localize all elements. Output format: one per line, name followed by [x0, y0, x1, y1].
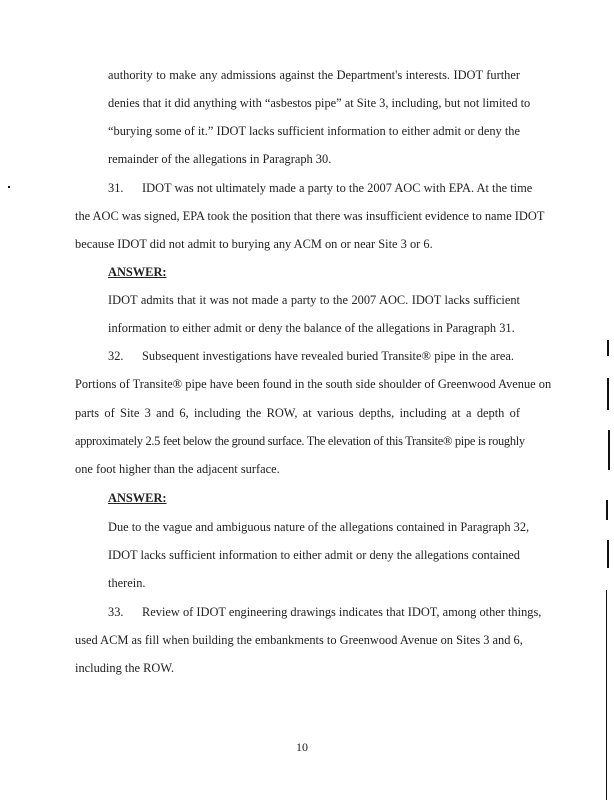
text-line: Review of IDOT engineering drawings indicates that IDOT, among other things,: [142, 605, 542, 619]
paragraph-33-first-line: [108, 605, 542, 619]
scan-artifact: [607, 540, 609, 568]
paragraph-32-first-line: [108, 349, 520, 363]
paragraph-number: 33.: [108, 605, 124, 619]
text-line: IDOT lacks sufficient information to either admit or deny the allegations contained: [108, 548, 520, 562]
text-line: parts of Site 3 and 6, including the ROW, at various depths, including at a depth of: [75, 406, 520, 420]
text-line: IDOT admits that it was not made a party to the 2007 AOC. IDOT lacks sufficient: [108, 293, 520, 307]
text-line: “burying some of it.” IDOT lacks sufficient information to either admit or deny the: [108, 124, 520, 138]
text-line: information to either admit or deny the balance of the allegations in Paragraph 31.: [108, 321, 515, 335]
text-line: including the ROW.: [75, 661, 175, 675]
answer-heading: ANSWER:: [108, 491, 167, 505]
text-line: Portions of Transite® pipe have been found in the south side shoulder of Greenwood Avenue on: [75, 377, 552, 391]
page-number: 10: [296, 740, 308, 754]
text-line: approximately 2.5 feet below the ground surface. The elevation of this Transite® pipe is roughly: [75, 434, 525, 448]
text-line: because IDOT did not admit to burying any ACM on or near Site 3 or 6.: [75, 237, 433, 251]
text-line: Subsequent investigations have revealed buried Transite® pipe in the area.: [142, 349, 514, 363]
scan-artifact: [606, 500, 608, 520]
scan-artifact: [606, 590, 607, 800]
text-line: therein.: [108, 576, 146, 590]
scan-artifact: [607, 378, 609, 410]
text-line: remainder of the allegations in Paragraph 30.: [108, 152, 332, 166]
scan-artifact: [608, 430, 610, 470]
text-line: the AOC was signed, EPA took the position that there was insufficient evidence to name IDOT: [75, 209, 545, 223]
paragraph-number: 32.: [108, 349, 124, 363]
scan-artifact: [8, 186, 10, 188]
text-line: IDOT was not ultimately made a party to the 2007 AOC with EPA. At the time: [142, 181, 533, 195]
paragraph-number: 31.: [108, 181, 124, 195]
answer-heading: ANSWER:: [108, 265, 167, 279]
paragraph-31-first-line: [108, 181, 533, 195]
text-line: one foot higher than the adjacent surface.: [75, 462, 280, 476]
text-line: denies that it did anything with “asbestos pipe” at Site 3, including, but not limited to: [108, 96, 531, 110]
text-line: authority to make any admissions against the Department's interests. IDOT further: [108, 68, 520, 82]
text-line: Due to the vague and ambiguous nature of the allegations contained in Paragraph 32,: [108, 520, 530, 534]
text-line: used ACM as fill when building the embankments to Greenwood Avenue on Sites 3 and 6,: [75, 633, 523, 647]
scan-artifact: [607, 340, 609, 356]
